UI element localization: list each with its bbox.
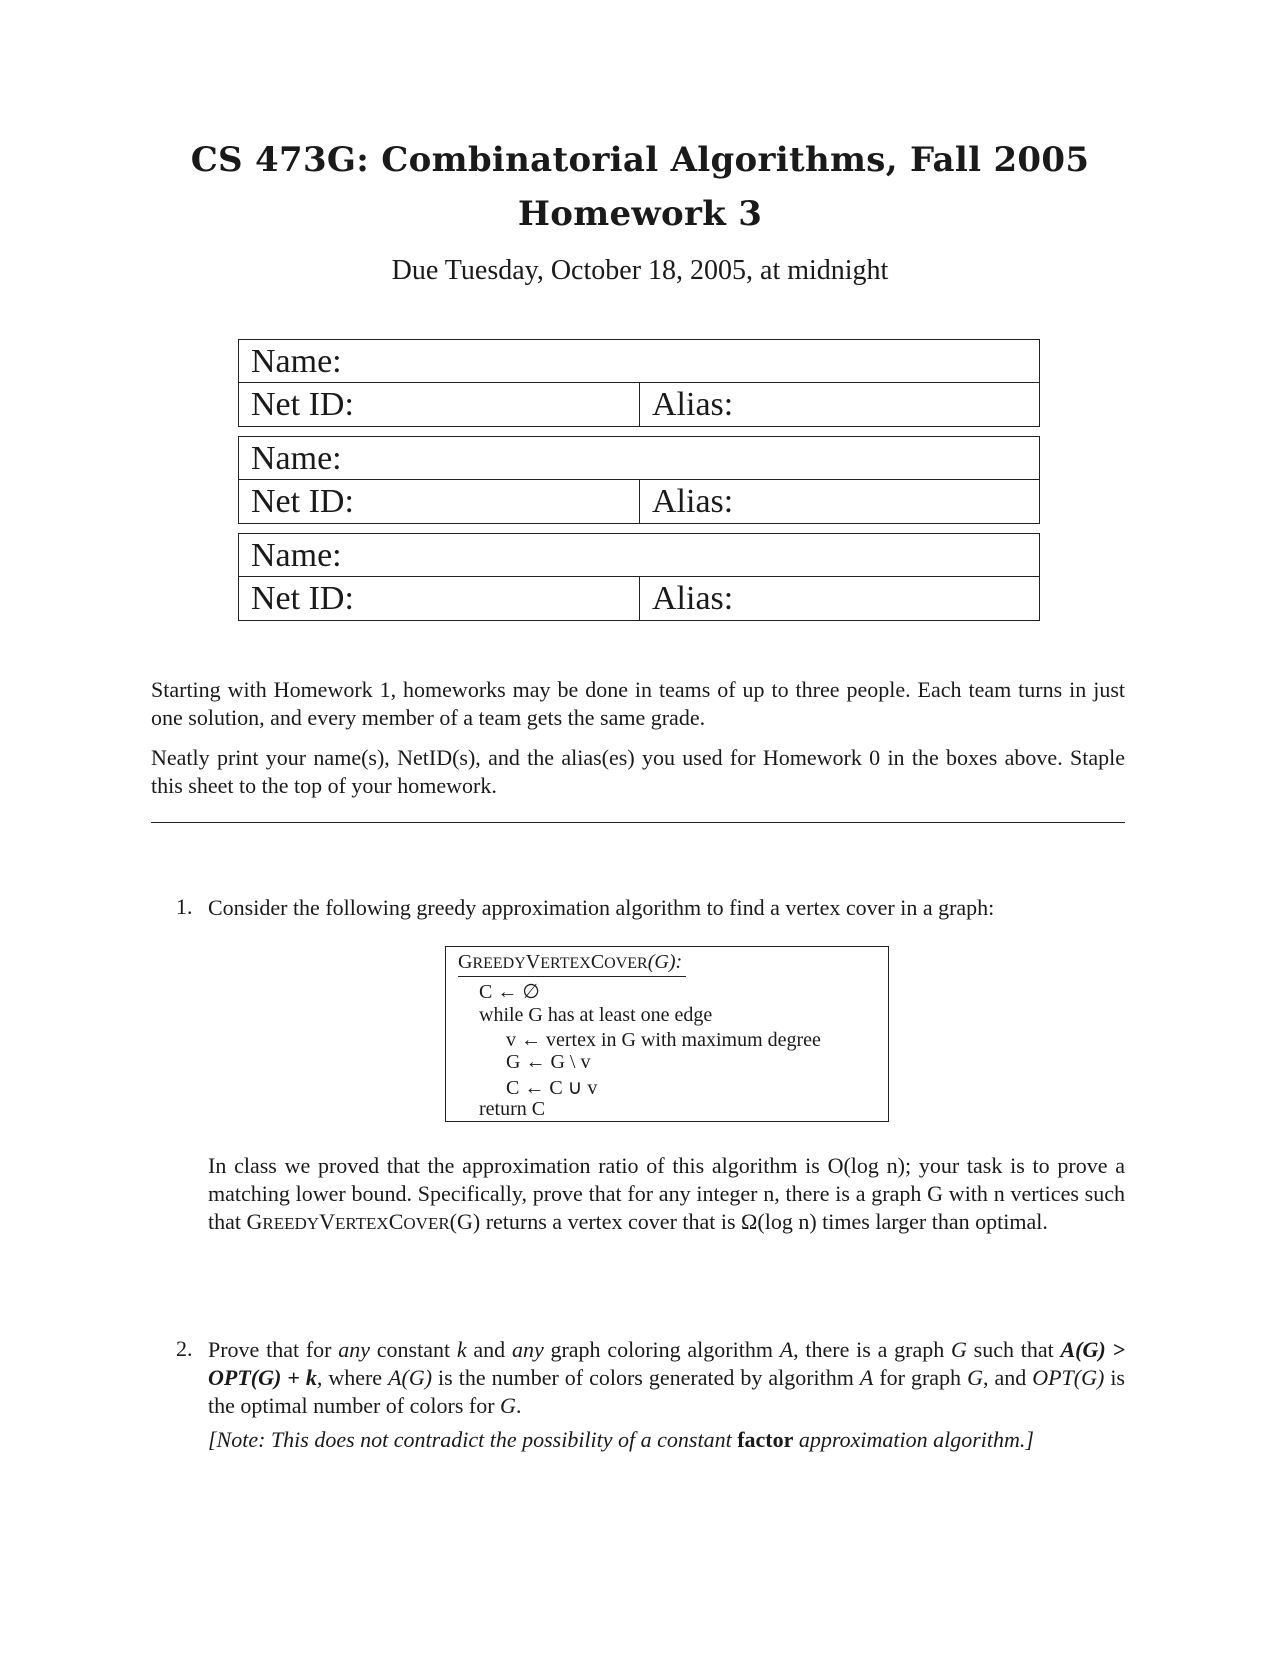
question-1-number: 1. <box>176 894 193 919</box>
team-box-1 <box>238 339 1040 427</box>
algorithm-line: while G has at least one edge <box>479 1004 713 1026</box>
question-2-note: [Note: This does not contradict the possibility of a constant factor approximation algorithm.] <box>208 1427 1034 1452</box>
name-label: Name: <box>251 537 342 574</box>
alias-label: Alias: <box>652 580 734 617</box>
netid-alias-row <box>238 480 1040 524</box>
team-box-3 <box>238 533 1040 621</box>
algorithm-line: C ← ∅ <box>479 981 540 1003</box>
alias-label: Alias: <box>652 483 734 520</box>
due-date: Due Tuesday, October 18, 2005, at midnight <box>391 255 889 286</box>
algorithm-box <box>445 946 889 1122</box>
netid-alias-row <box>238 577 1040 621</box>
name-label: Name: <box>251 440 342 477</box>
netid-label: Net ID: <box>251 386 354 423</box>
algorithm-line: v ← vertex in G with maximum degree <box>506 1029 821 1051</box>
netid-alias-row <box>238 383 1040 427</box>
alias-label: Alias: <box>652 386 734 423</box>
algorithm-line: C ← C ∪ v <box>506 1077 598 1099</box>
question-1-body: In class we proved that the approximation ratio of this algorithm is O(log n); your task is to prove a matching lower bound. Specifically, prove that for any integer n, there is a graph G with n vertices such that GREEDYVERTEXCOVER(G) returns a vertex cover that is Ω(log n) times larger than optimal. <box>208 1153 1125 1234</box>
instructions-paragraph-2: Neatly print your name(s), NetID(s), and the alias(es) you used for Homework 0 in the boxes above. Staple this sheet to the top of your homework. <box>151 745 1125 798</box>
question-2-number: 2. <box>176 1336 193 1361</box>
field-divider <box>639 480 640 523</box>
team-box-2 <box>238 436 1040 524</box>
assignment-title: Homework 3 <box>517 194 763 234</box>
algorithm-name: GREEDYVERTEXCOVER(G): <box>458 950 686 977</box>
algorithm-line: G ← G \ v <box>506 1051 591 1073</box>
netid-label: Net ID: <box>251 580 354 617</box>
name-field[interactable] <box>238 436 1040 480</box>
instructions-paragraph-1: Starting with Homework 1, homeworks may be done in teams of up to three people. Each team turns in just one solution, and every member of a team gets the same grade. <box>151 677 1125 730</box>
name-field[interactable] <box>238 533 1040 577</box>
algorithm-line: return C <box>479 1098 546 1120</box>
name-field[interactable] <box>238 339 1040 383</box>
field-divider <box>639 383 640 426</box>
field-divider <box>639 577 640 620</box>
netid-label: Net ID: <box>251 483 354 520</box>
question-1-intro: Consider the following greedy approximation algorithm to find a vertex cover in a graph: <box>208 895 995 920</box>
name-label: Name: <box>251 343 342 380</box>
course-title: CS 473G: Combinatorial Algorithms, Fall 2005 <box>190 140 1090 180</box>
section-divider <box>151 822 1125 823</box>
question-2-text: Prove that for any constant k and any graph coloring algorithm A, there is a graph G such that A(G) > OPT(G) + k, where A(G) is the number of colors generated by algorithm A for graph G, and OPT(G) is the optimal number of colors for G. <box>208 1337 1125 1418</box>
